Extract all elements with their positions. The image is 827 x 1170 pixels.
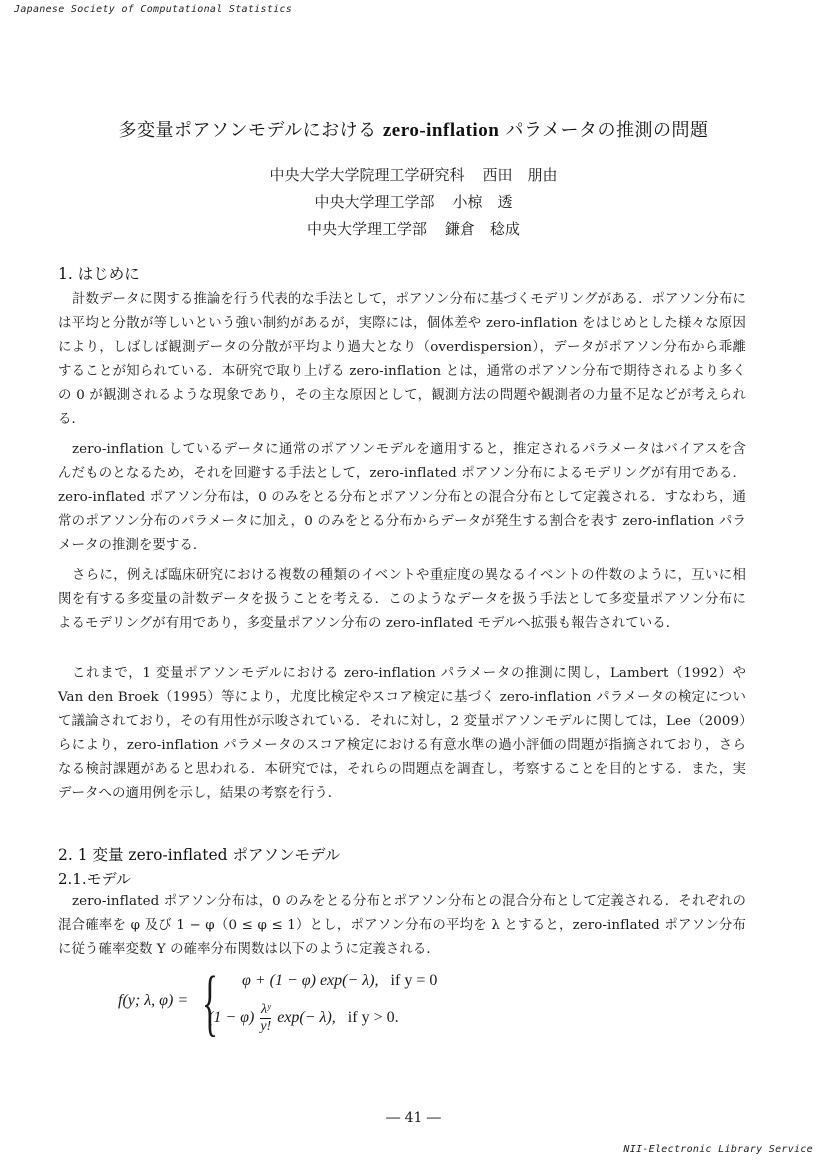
intro-paragraph-2: zero-inflation しているデータに通常のポアソンモデルを適用すると，推定されるパラメータはバイアスを含んだものとなるため，それを回避する手法として，zero-inflated ポアソン分布によるモデリングが有用である．zero-inflated ポアソン分布は，0 のみをとる分布とポアソン分布との混合分布として定義される．すなわち，通常のポアソン分布のパラメータに加え，0 のみをとる分布からデータが発生する割合を表す zero-inflation パラメータの推測を要する． — [58, 442, 746, 553]
author-name: 鎌倉 稔成 — [445, 220, 521, 238]
author-name: 小椋 透 — [452, 193, 513, 211]
intro-paragraph-1: 計数データに関する推論を行う代表的な手法として，ポアソン分布に基づくモデリングがある．ポアソン分布には平均と分散が等しいという強い制約があるが，実際には，個体差や zero-inflation をはじめとした様々な原因により，しばしば観測データの分散が平均より過大となり（overdispersion），データがポアソン分布から乖離することが知られている．本研究で取り上げる zero-inflation とは，通常のポアソン分布で期待されるより多くの 0 が観測されるような現象であり，その主な原因として，観測方法の問題や観測者の力量不足などが考えられる． — [58, 292, 746, 427]
author-line — [0, 189, 827, 216]
formula-case-positive — [208, 1002, 399, 1035]
author-line — [0, 162, 827, 189]
intro-paragraph-3: さらに，例えば臨床研究における複数の種類のイベントや重症度の異なるイベントの件数のように，互いに相関を有する多変量の計数データを扱うことを考える．このようなデータを扱う手法として多変量ポアソン分布によるモデリングが有用であり，多変量ポアソン分布の zero-inflated モデルへ拡張も報告されている． — [58, 568, 746, 631]
formula-lhs: f(y; λ, φ) = — [118, 992, 189, 1009]
formula-case-zero — [242, 972, 437, 990]
section-2-heading: 2. 1 変量 zero-inflated ポアソンモデル — [58, 846, 341, 864]
formula-fraction-numerator: λʸ — [260, 1002, 271, 1017]
author-name: 西田 朋由 — [482, 166, 558, 184]
subsection-2-1-heading: 2.1.モデル — [58, 870, 131, 888]
model-paragraph: zero-inflated ポアソン分布は，0 のみをとる分布とポアソン分布との混合分布として定義される．それぞれの混合確率を φ 及び 1 − φ（0 ≤ φ ≤ 1）とし，ポアソン分布の平均を λ とすると，zero-inflated ポアソン分布に従う確率変数 Y の確率分布関数は以下のように定義される． — [58, 894, 746, 957]
formula-brace: { — [202, 962, 218, 1044]
section-1-heading: 1. はじめに — [58, 265, 140, 283]
formula-case-positive-cond: if y > 0. — [347, 1009, 399, 1027]
society-header: Japanese Society of Computational Statistics — [14, 4, 293, 15]
formula-case-zero-expr: φ + (1 − φ) exp(− λ), — [242, 972, 379, 989]
page-number: ― 41 ― — [386, 1110, 441, 1126]
author-line — [0, 216, 827, 243]
title-bold-term: zero-inflation — [382, 120, 500, 141]
formula-fraction — [260, 1002, 271, 1035]
author-block — [0, 162, 827, 243]
title-part-1: 多変量ポアソンモデルにおける — [118, 120, 383, 141]
zip-pmf-formula — [118, 962, 458, 1044]
author-affiliation: 中央大学大学院理工学研究科 — [269, 166, 465, 184]
formula-case-positive-exp: exp(− λ), — [277, 1009, 336, 1027]
author-affiliation: 中央大学理工学部 — [306, 220, 427, 238]
paper-title — [0, 116, 827, 142]
nii-footer: NII-Electronic Library Service — [623, 1144, 813, 1155]
formula-case-zero-cond: if y = 0 — [390, 972, 438, 989]
formula-case-positive-factor: (1 − φ) — [208, 1009, 255, 1027]
formula-fraction-denominator: y! — [260, 1019, 272, 1034]
intro-paragraph-4: これまで，1 変量ポアソンモデルにおける zero-inflation パラメータの推測に関し，Lambert（1992）や Van den Broek（1995）等により，尤度比検定やスコア検定に基づく zero-inflation パラメータの検定について議論されており，その有用性が示唆されている．それに対し，2 変量ポアソンモデルに関しては，Lee（2009）らにより，zero-inflation パラメータのスコア検定における有意水準の過小評価の問題が指摘されており，さらなる検討課題があると思われる．本研究では，それらの問題点を調査し，考察することを目的とする．また，実データへの適用例を示し，結果の考察を行う． — [58, 666, 746, 801]
author-affiliation: 中央大学理工学部 — [314, 193, 435, 211]
title-part-2: パラメータの推測の問題 — [499, 120, 709, 141]
